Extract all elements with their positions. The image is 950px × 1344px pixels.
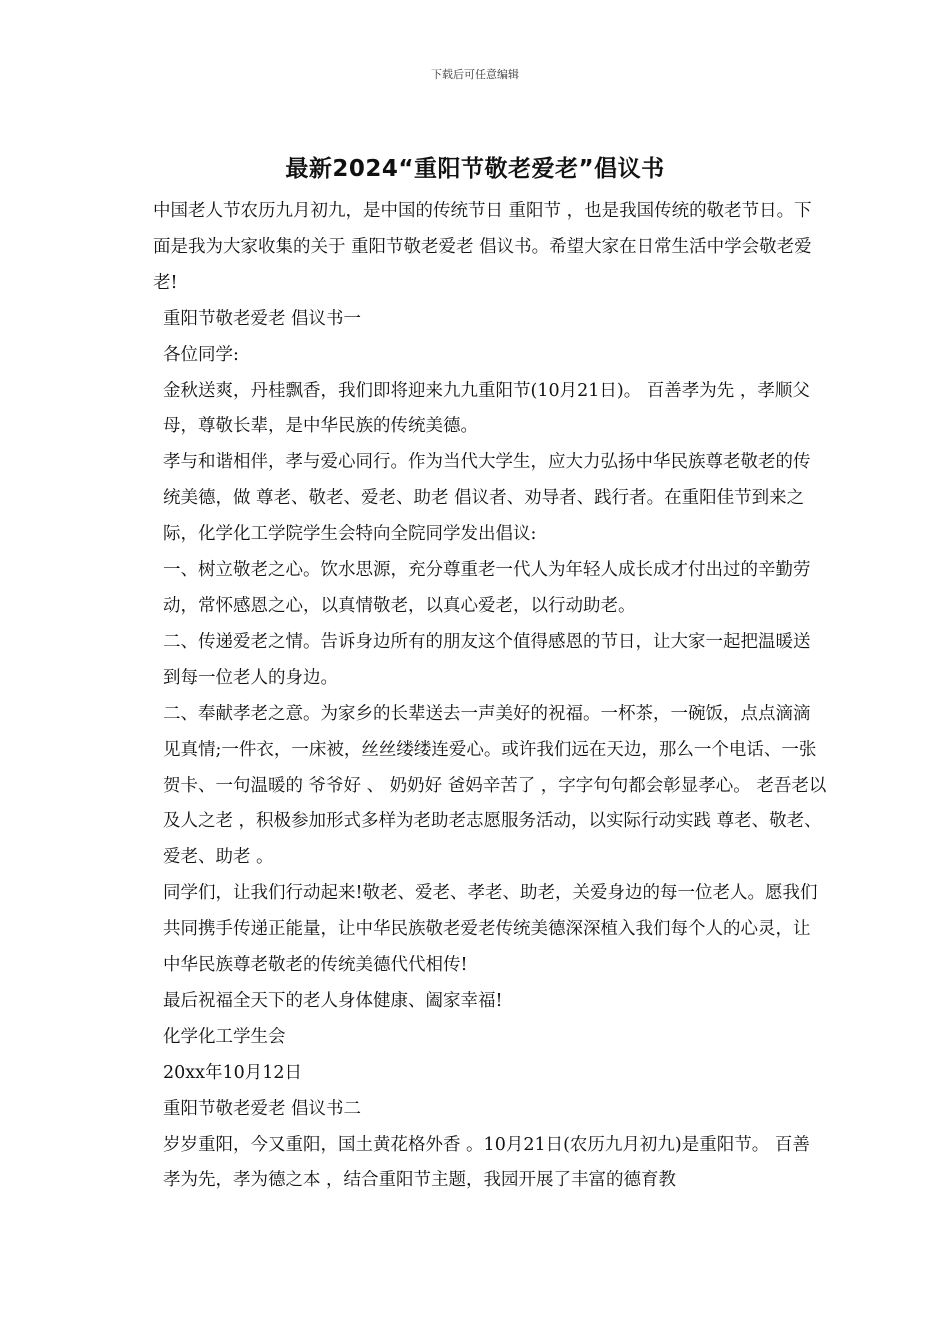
paragraph: 岁岁重阳，今又重阳，国土黄花格外香 。10月21日(农历九月初九)是重阳节。 百善孝为先，孝为德之本 ，结合重阳节主题，我园开展了丰富的德育教 (163, 1134, 810, 1191)
document-body (145, 194, 827, 1199)
paragraph: 20xx年10月12日 (163, 1062, 303, 1083)
paragraph: 各位同学: (163, 344, 239, 365)
paragraph: 化学化工学生会 (163, 1026, 286, 1047)
paragraph: 最后祝福全天下的老人身体健康、阖家幸福! (163, 990, 503, 1011)
paragraph: 二、奉献孝老之意。为家乡的长辈送去一声美好的祝福。一杯茶，一碗饭，点点滴滴见真情;一件衣，一床被，丝丝缕缕连爱心。或许我们远在天边，那么一个电话、一张贺卡、一句温暖的 爷爷好 、 奶奶好 爸妈辛苦了 ，字字句句都会彰显孝心。 老吾老以及人之老 ，积极参加形式多样为老助老志愿服务活动，以实际行动实践 尊老、敬老、爱老、助老 。 (163, 703, 827, 868)
download-note: 下载后可任意编辑 (431, 68, 519, 81)
paragraph: 重阳节敬老爱老 倡议书一 (163, 308, 362, 329)
paragraph: 重阳节敬老爱老 倡议书二 (163, 1098, 362, 1119)
paragraph: 金秋送爽，丹桂飘香，我们即将迎来九九重阳节(10月21日)。 百善孝为先 ，孝顺父母，尊敬长辈，是中华民族的传统美德。 (163, 380, 810, 437)
paragraph: 孝与和谐相伴，孝与爱心同行。作为当代大学生，应大力弘扬中华民族尊老敬老的传统美德，做 尊老、敬老、爱老、助老 倡议者、劝导者、践行者。在重阳佳节到来之际，化学化工学院学生会特向全院同学发出倡议: (163, 452, 811, 545)
paragraph: 同学们，让我们行动起来!敬老、爱老、孝老、助老，关爱身边的每一位老人。愿我们共同携手传递正能量，让中华民族敬老爱老传统美德深深植入我们每个人的心灵，让中华民族尊老敬老的传统美德代代相传! (163, 883, 818, 976)
paragraph: 中国老人节农历九月初九，是中国的传统节日 重阳节 ，也是我国传统的敬老节日。下面是我为大家收集的关于 重阳节敬老爱老 倡议书。希望大家在日常生活中学会敬老爱老! (153, 201, 812, 293)
document-title: 最新2024“重阳节敬老爱老”倡议书 (285, 156, 665, 182)
paragraph: 二、传递爱老之情。告诉身边所有的朋友这个值得感恩的节日，让大家一起把温暖送到每一位老人的身边。 (163, 631, 811, 688)
paragraph: 一、树立敬老之心。饮水思源，充分尊重老一代人为年轻人成长成才付出过的辛勤劳动，常怀感恩之心，以真情敬老，以真心爱老，以行动助老。 (163, 560, 811, 616)
